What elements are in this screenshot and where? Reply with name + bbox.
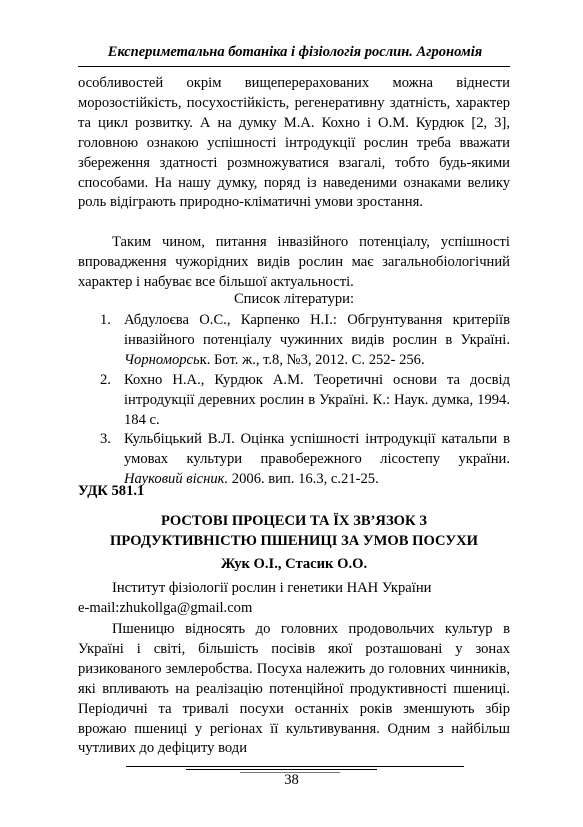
- reference-tail: к. Бот. ж., т.8, №3, 2012. С. 252- 256.: [199, 351, 425, 368]
- running-header: Експериметальна ботаніка і фізіологія рослин. Агрономія: [107, 44, 483, 60]
- article-authors: Жук О.І., Стасик О.О.: [220, 556, 368, 572]
- reference-item: [78, 311, 510, 371]
- reference-text: Кохно Н.А., Курдюк А.М. Теоретичні основи та досвід інтродукції деревних рослин в Україні. К.: Наук. думка, 1994. 184 с.: [124, 371, 510, 428]
- reference-item: [78, 430, 510, 490]
- udk-code: УДК 581.1: [78, 483, 145, 499]
- article-title-line: ПРОДУКТИВНІСТЮ ПШЕНИЦІ ЗА УМОВ ПОСУХИ: [110, 532, 478, 549]
- article-title-line: РОСТОВІ ПРОЦЕСИ ТА ЇХ ЗВ’ЯЗОК З: [161, 513, 427, 529]
- article-body: Пшеницю відносять до головних продовольчих культур в Україні і світі, більшість посівів якої розташовані у зонах ризикованого землеробства. Посуха належить до головних чинників, які впливають на реалізацію потенційної продуктивності пшениці. Періодичні та тривалі посухи останніх років зменшують збір врожаю пшениці у регіонах її культивування. Одним з найбільш чутливих до дефіциту води: [78, 621, 510, 757]
- references-list: [78, 311, 510, 490]
- author-institution: Інститут фізіології рослин і генетики НАН України: [112, 580, 432, 596]
- reference-item: [78, 371, 510, 431]
- reference-text: Кульбіцький В.Л. Оцінка успішності інтродукції катальпи в умовах культури правобережного лісостепу україни.: [124, 431, 510, 468]
- reference-journal: Науковий вісник.: [124, 471, 229, 488]
- reference-number: 2.: [100, 371, 111, 388]
- reference-text: Абдулоєва О.С., Карпенко Н.І.: Обгрунтування критеріїв інвазійного потенціалу чужинних видів рослин в Україні.: [124, 312, 510, 348]
- footer-rule: [186, 769, 377, 770]
- page-number: 38: [284, 772, 299, 788]
- paragraph-conclusion: Таким чином, питання інвазійного потенціалу, успішності впровадження чужорідних видів рослин має загальнобіологічний характер і набуває все більшої актуальності.: [78, 234, 510, 290]
- references-title: Список літератури:: [233, 291, 355, 307]
- reference-number: 1.: [100, 312, 111, 328]
- author-email: e-mail:zhukollga@gmail.com: [78, 600, 253, 616]
- reference-journal: Чорноморсь: [124, 351, 200, 368]
- reference-number: 3.: [100, 431, 111, 448]
- paragraph-continued: особливостей окрім вищеперерахованих можна віднести морозостійкість, посухостійкість, регенеративну здатність, характер та цикл розвитку. А на думку М.А. Кохно і О.М. Курдюк [2, 3], головною ознакою успішності інтродукції рослин треба вважати збереження здатності розмножуватися взагалі, тобто будь-якими способами. На нашу думку, поряд із наведеними ознаками велику роль відіграють природно-кліматичні умови зростання.: [78, 75, 510, 211]
- reference-tail: 2006. вип. 16.3, с.21-25.: [228, 471, 379, 488]
- article-title: [78, 512, 510, 552]
- header-rule: [78, 66, 510, 67]
- footer-rule: [126, 766, 464, 767]
